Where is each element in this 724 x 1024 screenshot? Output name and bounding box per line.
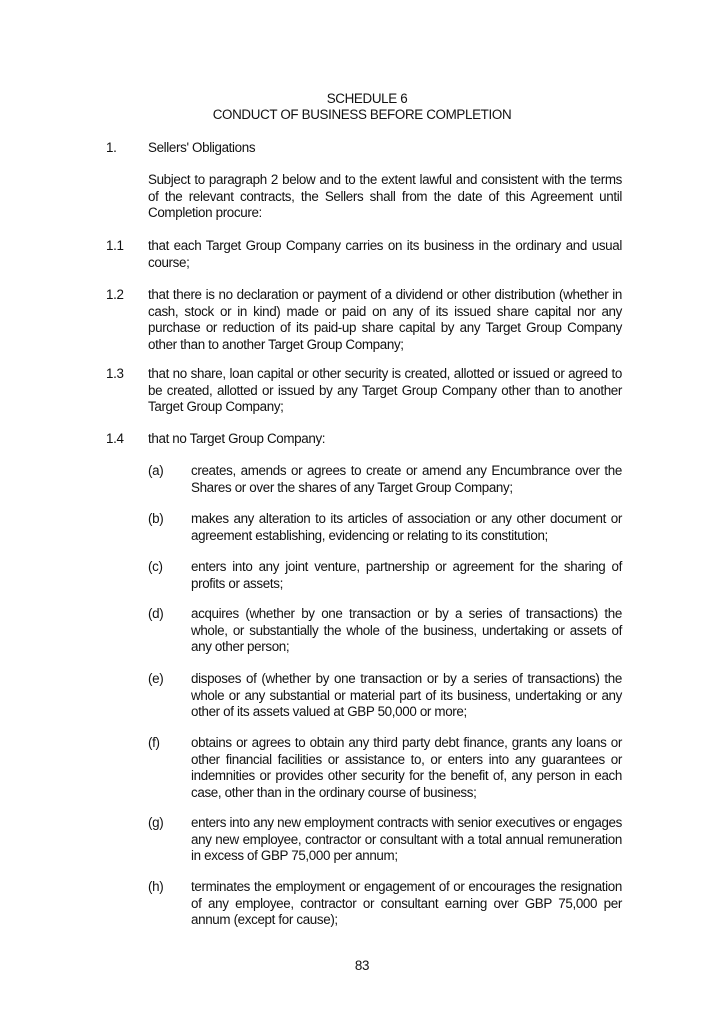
section-number: 1. [106, 140, 117, 155]
section-heading: Sellers' Obligations [148, 140, 256, 155]
subclause-label: (a) [148, 463, 164, 478]
subclause-label: (d) [148, 606, 164, 621]
subclause-text: enters into any new employment contracts with senior executives or engages any new employee, contractor or consultant with a total annual remuneration in excess of GBP 75,000 per annum; [191, 815, 622, 864]
schedule-title: SCHEDULE 6 [326, 91, 408, 106]
subclause-label: (g) [148, 815, 164, 830]
page-number: 83 [354, 958, 370, 973]
clause-text: that no share, loan capital or other security is created, allotted or issued or agreed to be created, allotted or issued by any Target Group Company other than to another Target Group Company; [148, 366, 622, 415]
subclause-text: terminates the employment or engagement of or encourages the resignation of any employee, contractor or consultant earning over GBP 75,000 per annum (except for cause); [191, 879, 622, 928]
subclause-text: enters into any joint venture, partnership or agreement for the sharing of profits or assets; [191, 559, 622, 591]
subclause-label: (c) [148, 559, 163, 574]
subclause-label: (f) [148, 735, 160, 750]
subclause-text: creates, amends or agrees to create or amend any Encumbrance over the Shares or over the shares of any Target Group Company; [191, 463, 622, 495]
subclause-text: makes any alteration to its articles of association or any other document or agreement establishing, evidencing or relating to its constitution; [191, 511, 622, 543]
clause-number: 1.3 [106, 366, 124, 381]
section-intro: Subject to paragraph 2 below and to the extent lawful and consistent with the terms of the relevant contracts, the Sellers shall from the date of this Agreement until Completion procure: [148, 172, 622, 221]
clause-number: 1.4 [106, 431, 124, 446]
clause-text: that there is no declaration or payment of a dividend or other distribution (whether in cash, stock or in kind) made or paid on any of its issued share capital nor any purchase or reduction of its paid-up share capital by any Target Group Company other than to another Target Group Company; [148, 287, 622, 352]
subclause-text: disposes of (whether by one transaction or by a series of transactions) the whole or any substantial or material part of its business, undertaking or any other of its assets valued at GBP 50,000 or more; [191, 671, 622, 720]
subclause-label: (e) [148, 671, 164, 686]
clause-number: 1.1 [106, 238, 124, 253]
clause-text: that each Target Group Company carries on its business in the ordinary and usual course; [148, 238, 622, 270]
clause-text: that no Target Group Company: [148, 431, 326, 446]
schedule-subtitle: CONDUCT OF BUSINESS BEFORE COMPLETION [212, 107, 512, 122]
subclause-text: obtains or agrees to obtain any third party debt finance, grants any loans or other financial facilities or assistance to, or enters into any guarantees or indemnities or provides other security for the benefit of, any person in each case, other than in the ordinary course of business; [191, 735, 622, 800]
subclause-text: acquires (whether by one transaction or by a series of transactions) the whole, or substantially the whole of the business, undertaking or assets of any other person; [191, 606, 622, 655]
subclause-label: (b) [148, 511, 164, 526]
subclause-label: (h) [148, 879, 164, 894]
clause-number: 1.2 [106, 287, 124, 302]
